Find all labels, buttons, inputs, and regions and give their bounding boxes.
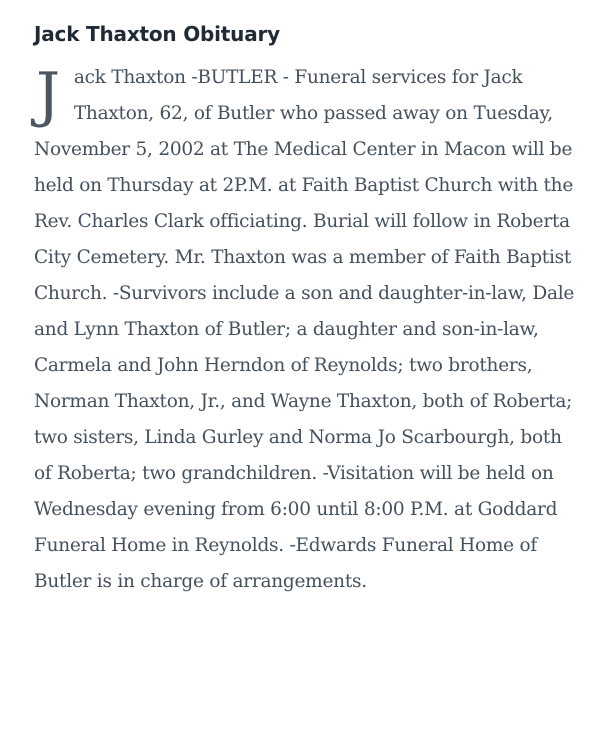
page-title: Jack Thaxton Obituary (34, 22, 281, 46)
obituary-text: ack Thaxton -BUTLER - Funeral services for Jack Thaxton, 62, of Butler who passed away on Tuesday, November 5, 2002 at The Medical Center in Macon will be held on Thursday at 2P.M. at Faith Baptist Church with the Rev. Charles Clark officiating. Burial will follow in Roberta City Cemetery. Mr. Thaxton was a member of Faith Baptist Church. -Survivors include a son and daughter-in-law, Dale and Lynn Thaxton of Butler; a daughter and son-in-law, Carmela and John Herndon of Reynolds; two brothers, Norman Thaxton, Jr., and Wayne Thaxton, both of Roberta; two sisters, Linda Gurley and Norma Jo Scarbourgh, both of Roberta; two grandchildren. -Visitation will be held on Wednesday evening from 6:00 until 8:00 P.M. at Goddard Funeral Home in Reynolds. -Edwards Funeral Home of Butler is in charge of arrangements. (34, 67, 575, 592)
drop-cap: J (36, 60, 60, 130)
obituary-article (34, 22, 582, 600)
obituary-body (34, 60, 582, 600)
